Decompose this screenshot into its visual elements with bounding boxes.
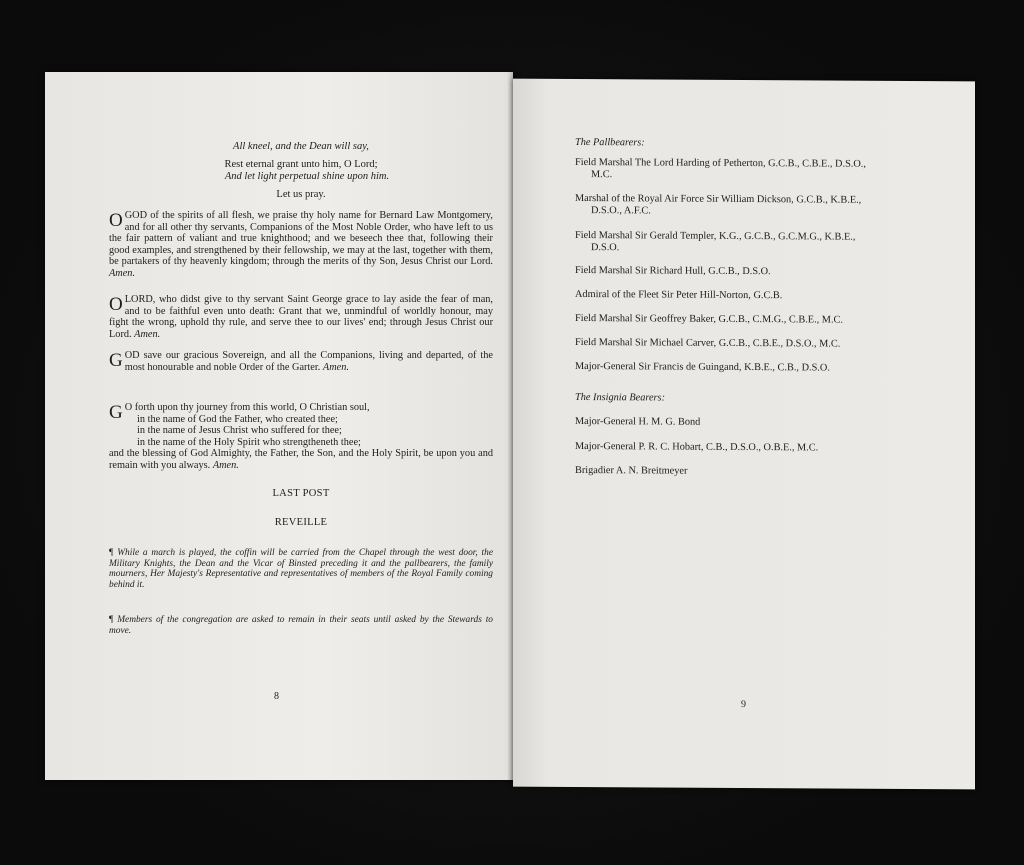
rubric-march [109,548,493,590]
pallbearer-entry [575,313,925,327]
pallbearer-entry [575,337,925,351]
prayer-montgomery [109,210,493,280]
rubric-text: While a march is played, the coffin will be carried from the Chapel through the west door, the Military Knights, the Dean and the Vicar of Binsted preceding it and the pallbearers, the family mourners, Her Majesty's Representative and representatives of members of the Royal Family coming behind it. [109,548,493,590]
insignia-bearer: Brigadier A. N. Breitmeyer [575,464,688,477]
pallbearer-name-cont: D.S.O. [591,242,620,254]
pallbearer-name: Field Marshal Sir Geoffrey Baker, G.C.B., C.M.G., C.B.E., M.C. [575,312,843,326]
amen: Amen. [212,459,239,471]
pallbearer-name-cont: D.S.O., A.F.C. [591,205,651,217]
page-number: 8 [274,691,279,702]
drop-cap: O [109,294,123,315]
prayer-saint-george [109,294,493,340]
rubric-kneel: All kneel, and the Dean will say, [233,141,369,152]
pallbearer-name: Field Marshal The Lord Harding of Petherton, G.C.B., C.B.E., D.S.O., [575,156,866,170]
pallbearer-entry [575,361,925,375]
rubric-text: Members of the congregation are asked to remain in their seats until asked by the Stewards to move. [109,615,493,636]
left-page [45,72,513,780]
pallbearer-name: Major-General Sir Francis de Guingand, K.B.E., C.B., D.S.O. [575,360,830,374]
pallbearer-name: Marshal of the Royal Air Force Sir William Dickson, G.C.B., K.B.E., [575,192,862,206]
pallbearer-entry [575,230,925,256]
pallbearer-entry [575,193,925,219]
pallbearers-heading: The Pallbearers: [575,136,645,149]
commend-line: in the name of God the Father, who created thee; [137,413,338,425]
commend-line: and the blessing of God Almighty, the Father, the Son, and the Holy Spirit, be upon you and remain with you always. [109,448,493,471]
drop-cap: G [109,402,123,423]
pilcrow: ¶ [109,548,114,558]
commend-line-final [109,448,493,471]
pallbearer-name: Field Marshal Sir Gerald Templer, K.G., G.C.B., G.C.M.G., K.B.E., [575,229,856,243]
amen: Amen. [322,361,349,373]
prayer-text: GOD of the spirits of all flesh, we praise thy holy name for Bernard Law Montgomery, and for all other thy servants, Companions of the Most Noble Order, who have left to us the fair pattern of valiant and true knighthood; and we beseech thee that, following their good examples, and strengthened by their fellowship, we may at the last, together with them, be partakers of thy heavenly kingdom; through the merits of thy Son, Jesus Christ our Lord. [109,210,493,268]
amen: Amen. [109,267,136,279]
commend-line: in the name of the Holy Spirit who strengtheneth thee; [137,436,361,448]
insignia-heading: The Insignia Bearers: [575,391,665,404]
page-number: 9 [741,698,746,711]
prayer-text: LORD, who didst give to thy servant Saint George grace to lay aside the fear of man, and to be faithful even unto death: Grant that we, unmindful of worldly honour, may fight the wrong, uphold thy rule, and serve thee to our lives' end; through Jesus Christ our Lord. [109,294,493,340]
pallbearer-name: Field Marshal Sir Michael Carver, G.C.B., C.B.E., D.S.O., M.C. [575,336,841,350]
right-page [513,79,975,790]
pallbearer-name-cont: M.C. [591,169,613,181]
insignia-bearer: Major-General H. M. G. Bond [575,415,701,428]
prayer-text: OD save our gracious Sovereign, and all the Companions, living and departed, of the most honourable and noble Order of the Garter. [124,350,493,373]
let-us-pray: Let us pray. [276,189,326,200]
rubric-remain [109,615,493,636]
commend-line: O forth upon thy journey from this world, O Christian soul, [124,402,370,413]
pallbearer-entry [575,289,925,303]
pallbearer-name: Admiral of the Fleet Sir Peter Hill-Norton, G.C.B. [575,288,783,302]
prayer-sovereign [109,350,493,373]
pallbearer-name: Field Marshal Sir Richard Hull, G.C.B., D.S.O. [575,264,771,278]
insignia-bearer: Major-General P. R. C. Hobart, C.B., D.S.O., O.B.E., M.C. [575,440,819,454]
amen: Amen. [134,328,161,340]
drop-cap: G [109,350,123,371]
heading-reveille: REVEILLE [274,517,328,528]
commendation [109,402,493,472]
heading-last-post: LAST POST [272,488,330,499]
pallbearer-entry [575,265,925,279]
commend-line: in the name of Jesus Christ who suffered for thee; [137,425,342,437]
pilcrow: ¶ [109,615,114,625]
versicle: Rest eternal grant unto him, O Lord; [224,159,378,170]
drop-cap: O [109,210,123,231]
response: And let light perpetual shine upon him. [224,171,390,182]
pallbearer-entry [575,157,925,183]
